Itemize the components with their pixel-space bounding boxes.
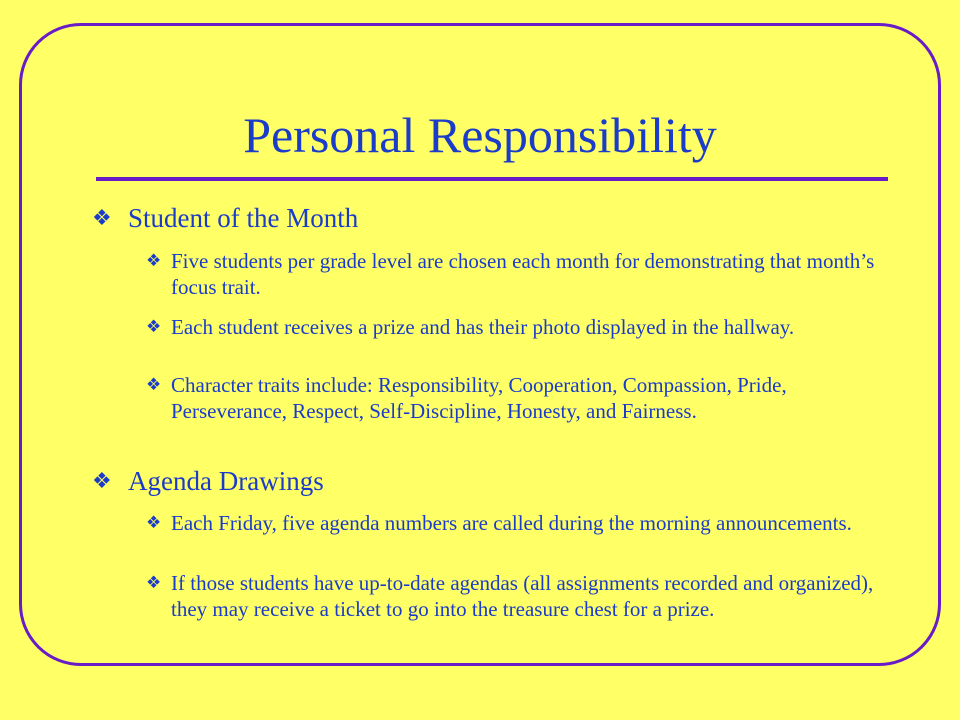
slide-title: Personal Responsibility xyxy=(243,107,717,163)
slide-content: ❖ Student of the Month ❖ Five students per grade level are chosen each month for demonstrating that month’s focus trait. ❖ Each student receives a prize and has their photo displayed in the hallway. ❖ Character traits include: Responsibility, Cooperation, Compassion, Pride, Perseverance, Respect, Self-Discipline, Honesty, and Fairness. ❖ Agenda Drawings ❖ Each Friday, five agenda numbers are called during the morning announcements. ❖ If those students have up-to-date agendas (all assignments recorded and organized), they may receive a ticket to go into the treasure chest for a prize. xyxy=(92,203,875,621)
four-petal-diamond-icon: ❖ xyxy=(92,205,112,230)
four-petal-diamond-icon: ❖ xyxy=(92,468,112,493)
four-petal-diamond-icon: ❖ xyxy=(146,317,162,336)
four-petal-diamond-icon: ❖ xyxy=(146,573,162,592)
four-petal-diamond-icon: ❖ xyxy=(146,375,162,394)
four-petal-diamond-icon: ❖ xyxy=(146,513,162,532)
four-petal-diamond-icon: ❖ xyxy=(146,251,162,270)
